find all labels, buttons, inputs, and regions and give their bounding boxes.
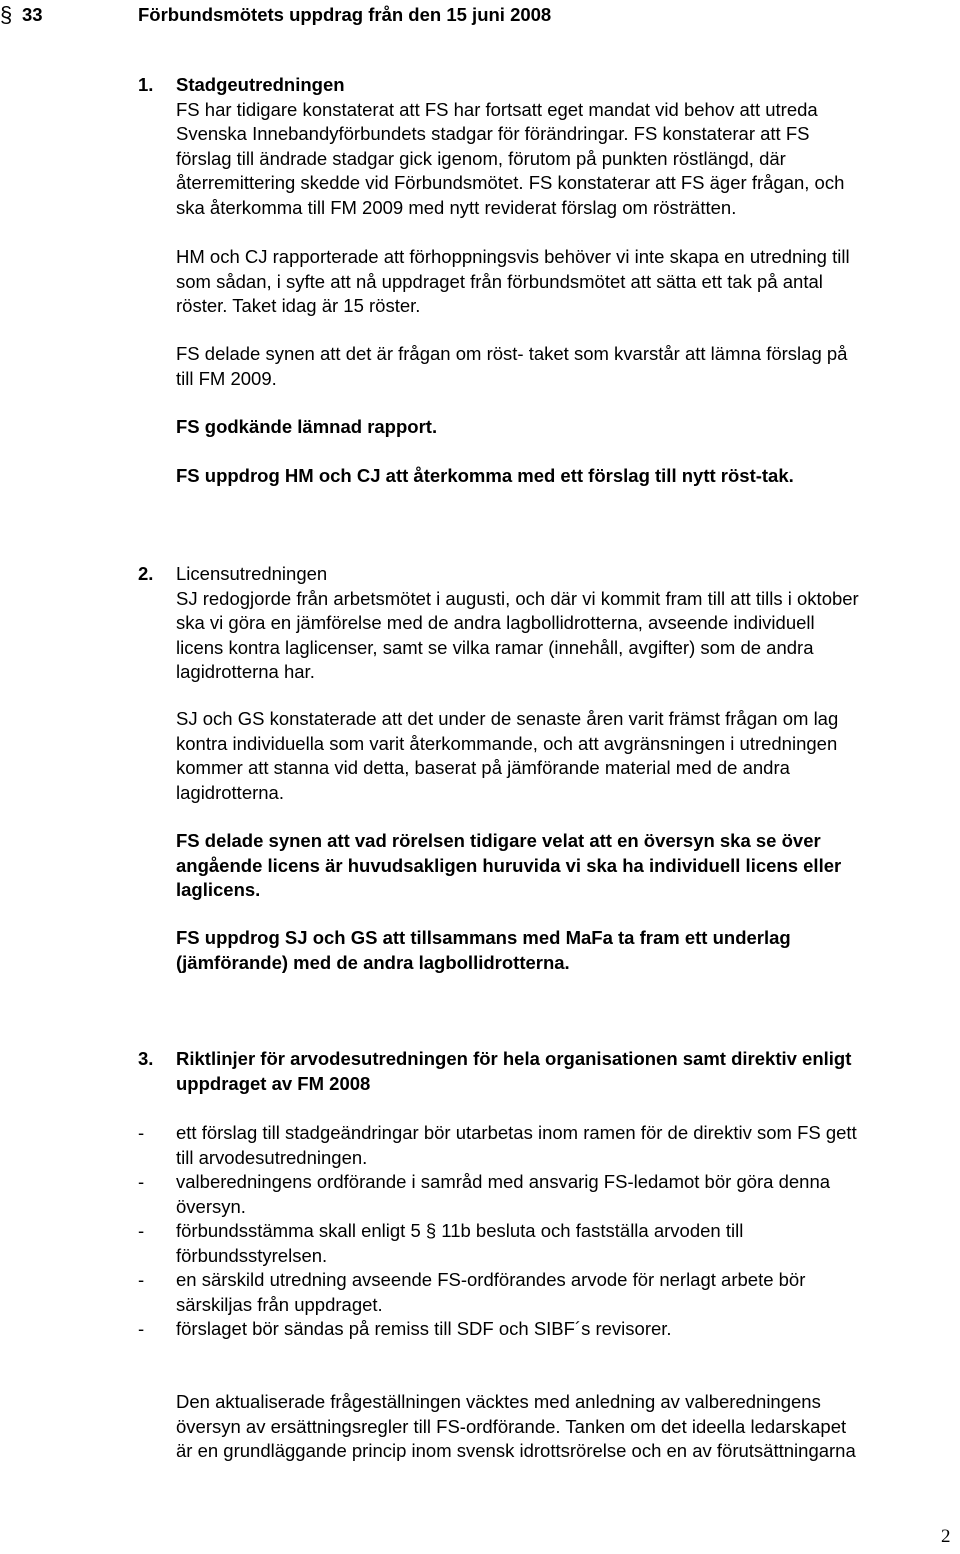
- text-line: översyn.: [176, 1195, 246, 1217]
- item-2-decision-assignment: [176, 926, 791, 975]
- text-line: förslag till ändrade stadgar gick igenom, förutom på punkten röstlängd, där: [176, 147, 786, 169]
- text-line: FS delade synen att det är frågan om röst- taket som kvarstår att lämna förslag på: [176, 343, 848, 364]
- text-line: en särskild utredning avseende FS-ordförandes arvode för nerlagt arbete bör: [176, 1269, 806, 1290]
- text-line: valberedningens ordförande i samråd med ansvarig FS-ledamot bör göra denna: [176, 1171, 831, 1192]
- item-1-title: Stadgeutredningen: [176, 74, 345, 95]
- text-line: ska återkomma till FM 2009 med nytt reviderat förslag om rösträtten.: [176, 196, 737, 218]
- text-line: ska vi göra en jämförelse med de andra lagbollidrotterna, avseende individuell: [176, 612, 815, 634]
- text-line: är en grundläggande princip inom svensk idrottsrörelse och en av förutsättningarna: [176, 1440, 856, 1462]
- item-3-title: [176, 1047, 851, 1096]
- text-line: förbundsstämma skall enligt 5 § 11b besluta och fastställa arvoden till: [176, 1220, 744, 1241]
- bullet-item-5: [176, 1317, 672, 1342]
- text-line: återremittering skedde vid Förbundsmötet. FS konstaterar att FS äger frågan, och: [176, 172, 845, 194]
- text-line: angående licens är huvudsakligen huruvida vi ska ha individuell licens eller: [176, 854, 842, 876]
- text-line: Svenska Innebandyförbundets stadgar för förändringar. FS konstaterar att FS: [176, 123, 810, 145]
- bullet-marker: -: [138, 1318, 145, 1339]
- item-1-decision-assignment: FS uppdrog HM och CJ att återkomma med ett förslag till nytt röst-tak.: [176, 465, 794, 486]
- text-line: särskiljas från uppdraget.: [176, 1293, 383, 1315]
- item-1-paragraph-1: [176, 98, 844, 221]
- bullet-item-3: [176, 1219, 743, 1268]
- text-line: till FM 2009.: [176, 367, 277, 389]
- item-1-paragraph-3: [176, 342, 847, 391]
- text-line: kommer att stanna vid detta, baserat på jämförande material med de andra: [176, 757, 790, 779]
- page-number: 2: [941, 1526, 951, 1547]
- section-title: Förbundsmötets uppdrag från den 15 juni 2008: [138, 4, 552, 25]
- text-line: kontra individuella som varit återkommande, och att avgränsningen i utredningen: [176, 732, 838, 754]
- text-line: HM och CJ rapporterade att förhoppningsvis behöver vi inte skapa en utredning till: [176, 246, 850, 267]
- bullet-item-4: [176, 1268, 805, 1317]
- bullet-marker: -: [138, 1269, 145, 1290]
- text-line: uppdraget av FM 2008: [176, 1072, 371, 1094]
- item-2-paragraph-1: [176, 587, 859, 685]
- text-line: FS har tidigare konstaterat att FS har fortsatt eget mandat vid behov att utreda: [176, 98, 818, 120]
- item-1-number: 1.: [138, 74, 154, 95]
- text-line: laglicens.: [176, 879, 261, 901]
- text-line: lagidrotterna.: [176, 781, 284, 803]
- text-line: till arvodesutredningen.: [176, 1146, 368, 1168]
- text-line: Den aktualiserade frågeställningen väcktes med anledning av valberedningens: [176, 1391, 821, 1412]
- bullet-marker: -: [138, 1122, 145, 1143]
- text-line: FS uppdrog SJ och GS att tillsammans med MaFa ta fram ett underlag: [176, 927, 791, 948]
- item-1-decision-approved: FS godkände lämnad rapport.: [176, 416, 438, 437]
- section-symbol: §: [0, 2, 13, 27]
- item-2-number: 2.: [138, 563, 154, 584]
- item-3-number: 3.: [138, 1048, 154, 1069]
- bullet-marker: -: [138, 1220, 145, 1241]
- text-line: förbundsstyrelsen.: [176, 1244, 328, 1266]
- bullet-item-1: [176, 1121, 857, 1170]
- item-1-paragraph-2: [176, 245, 850, 319]
- text-line: lagidrotterna har.: [176, 661, 315, 683]
- item-2-decision-view: [176, 829, 841, 903]
- item-3-closing-paragraph: [176, 1390, 856, 1464]
- text-line: Riktlinjer för arvodesutredningen för hela organisationen samt direktiv enligt: [176, 1048, 852, 1069]
- item-2-title: Licensutredningen: [176, 563, 328, 584]
- text-line: översyn av ersättningsregler till FS-ordförande. Tanken om det ideella ledarskapet: [176, 1415, 847, 1437]
- text-line: ett förslag till stadgeändringar bör utarbetas inom ramen för de direktiv som FS gett: [176, 1122, 857, 1143]
- bullet-marker: -: [138, 1171, 145, 1192]
- item-2-paragraph-2: [176, 707, 838, 805]
- text-line: SJ redogjorde från arbetsmötet i augusti, och där vi kommit fram till att tills i oktober: [176, 587, 859, 609]
- text-line: SJ och GS konstaterade att det under de senaste åren varit främst frågan om lag: [176, 708, 839, 729]
- text-line: licens kontra laglicenser, samt se vilka ramar (innehåll, avgifter) som de andra: [176, 636, 814, 658]
- bullet-item-2: [176, 1170, 830, 1219]
- text-line: (jämförande) med de andra lagbollidrotterna.: [176, 951, 570, 973]
- text-line: röster. Taket idag är 15 röster.: [176, 295, 421, 317]
- text-line: som sådan, i syfte att nå uppdraget från förbundsmötet att sätta ett tak på antal: [176, 270, 823, 292]
- text-line: förslaget bör sändas på remiss till SDF och SIBF´s revisorer.: [176, 1318, 672, 1339]
- section-number: 33: [22, 4, 43, 25]
- text-line: FS delade synen att vad rörelsen tidigare velat att en översyn ska se över: [176, 830, 821, 851]
